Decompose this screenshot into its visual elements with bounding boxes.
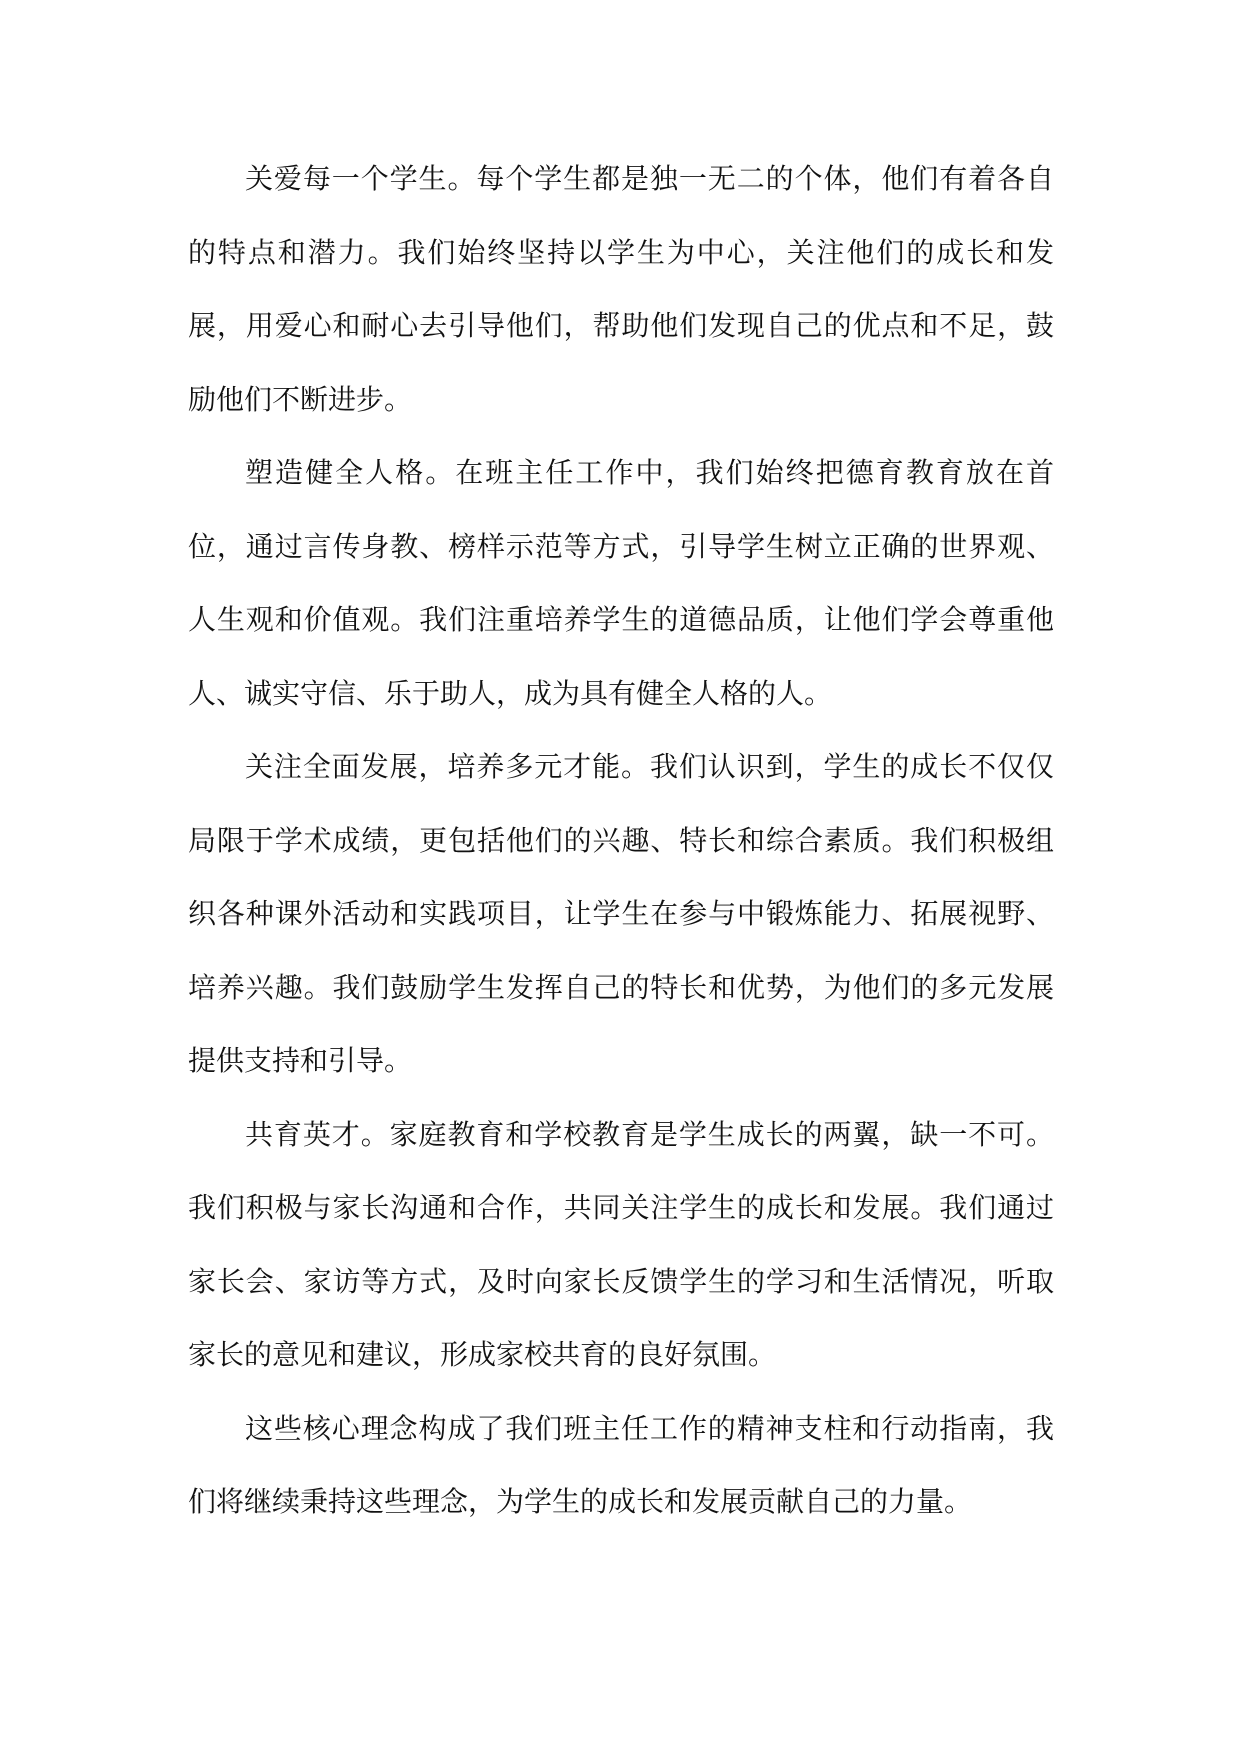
paragraph-shape-personality: 塑造健全人格。在班主任工作中，我们始终把德育教育放在首位，通过言传身教、榜样示范等方式，引导学生树立正确的世界观、人生观和价值观。我们注重培养学生的道德品质，让他们学会尊重他人、诚实守信、乐于助人，成为具有健全人格的人。 — [188, 456, 1054, 710]
document-body — [188, 142, 1054, 1539]
paragraph-all-round-development: 关注全面发展，培养多元才能。我们认识到，学生的成长不仅仅局限于学术成绩，更包括他们的兴趣、特长和综合素质。我们积极组织各种课外活动和实践项目，让学生在参与中锻炼能力、拓展视野、培养兴趣。我们鼓励学生发挥自己的特长和优势，为他们的多元发展提供支持和引导。 — [188, 750, 1054, 1077]
paragraph-conclusion: 这些核心理念构成了我们班主任工作的精神支柱和行动指南，我们将继续秉持这些理念，为学生的成长和发展贡献自己的力量。 — [188, 1411, 1054, 1518]
paragraph-home-school-cooperation: 共育英才。家庭教育和学校教育是学生成长的两翼，缺一不可。我们积极与家长沟通和合作，共同关注学生的成长和发展。我们通过家长会、家访等方式，及时向家长反馈学生的学习和生活情况，听取家长的意见和建议，形成家校共育的良好氛围。 — [188, 1117, 1054, 1371]
paragraph-care-every-student: 关爱每一个学生。每个学生都是独一无二的个体，他们有着各自的特点和潜力。我们始终坚持以学生为中心，关注他们的成长和发展，用爱心和耐心去引导他们，帮助他们发现自己的优点和不足，鼓励他们不断进步。 — [188, 162, 1054, 416]
